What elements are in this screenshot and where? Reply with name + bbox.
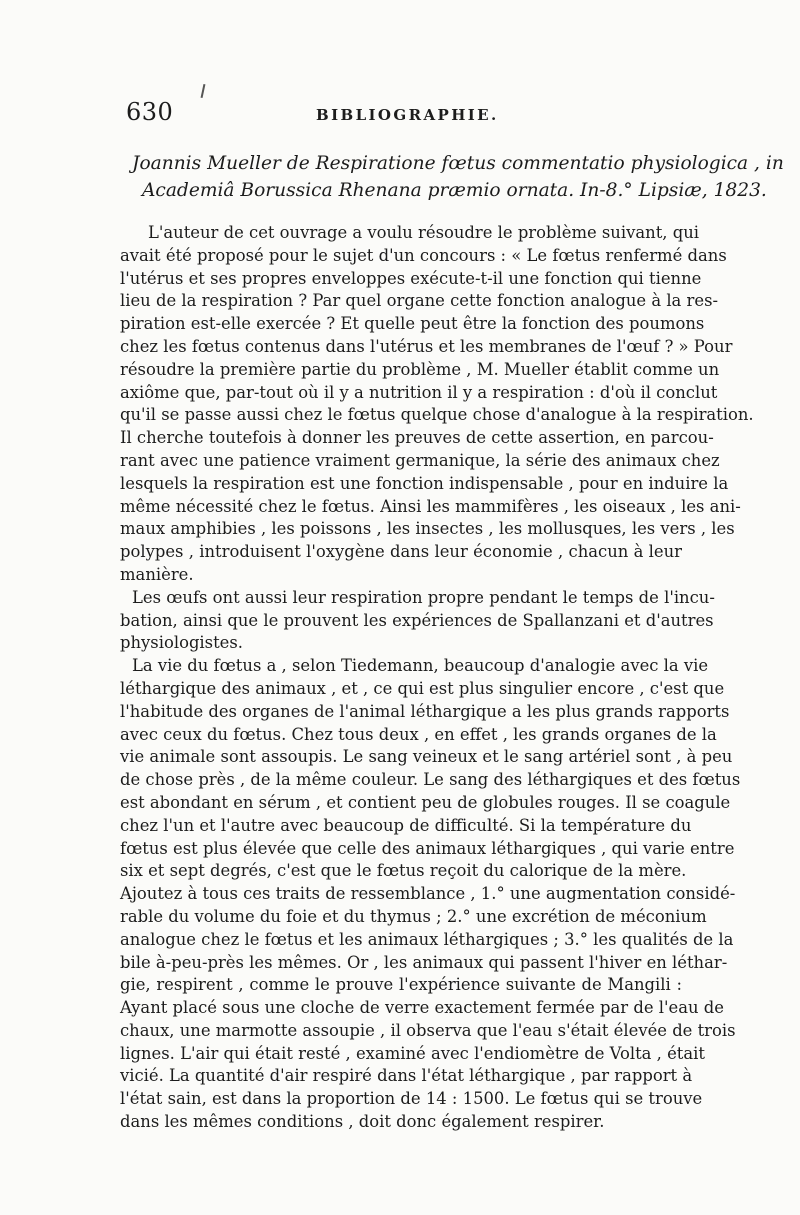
text-line: vicié. La quantité d'air respiré dans l'état léthargique , par rapport à <box>120 1066 693 1086</box>
text-line: chez l'un et l'autre avec beaucoup de difficulté. Si la température du <box>120 815 692 835</box>
text-line: l'état sain, est dans la proportion de 14 : 1500. Le fœtus qui se trouve <box>120 1089 703 1109</box>
text-line: avait été proposé pour le sujet d'un concours : « Le fœtus renfermé dans <box>120 245 727 265</box>
stray-ink-mark <box>201 84 206 98</box>
text-line: manière. <box>120 564 194 584</box>
text-line: léthargique des animaux , et , ce qui est plus singulier encore , c'est que <box>120 678 725 698</box>
text-line: Ayant placé sous une cloche de verre exactement fermée par de l'eau de <box>120 998 724 1018</box>
citation-line: Joannis Mueller de Respiratione fœtus commentatio physiologica , in <box>132 153 784 174</box>
page-number: 630 <box>126 98 174 126</box>
paragraph <box>120 655 741 1134</box>
text-line: bation, ainsi que le prouvent les expériences de Spallanzani et d'autres <box>120 610 714 630</box>
text-line: l'utérus et ses propres enveloppes exécute-t-il une fonction qui tienne <box>120 268 702 288</box>
text-line: avec ceux du fœtus. Chez tous deux , en effet , les grands organes de la <box>120 724 717 744</box>
text-line: vie animale sont assoupis. Le sang veineux et le sang artériel sont , à peu <box>120 747 733 767</box>
bibliographic-citation <box>132 150 784 204</box>
text-line: La vie du fœtus a , selon Tiedemann, beaucoup d'analogie avec la vie <box>132 656 709 676</box>
citation-line: Academiâ Borussica Rhenana præmio ornata. In-8.° Lipsiæ, 1823. <box>142 180 767 201</box>
text-line: six et sept degrés, c'est que le fœtus reçoit du calorique de la mère. <box>120 861 687 881</box>
text-line: maux amphibies , les poissons , les insectes , les mollusques, les vers , les <box>120 519 735 539</box>
text-line: de chose près , de la même couleur. Le sang des léthargiques et des fœtus <box>120 770 741 790</box>
text-line: rant avec une patience vraiment germanique, la série des animaux chez <box>120 450 720 470</box>
text-line: résoudre la première partie du problème , M. Mueller établit comme un <box>120 359 720 379</box>
text-line: Il cherche toutefois à donner les preuves de cette assertion, en parcou- <box>120 428 714 448</box>
text-line: gie, respirent , comme le prouve l'expérience suivante de Mangili : <box>120 975 682 995</box>
text-line: L'auteur de cet ouvrage a voulu résoudre le problème suivant, qui <box>148 223 699 242</box>
text-line: fœtus est plus élevée que celle des animaux léthargiques , qui varie entre <box>120 838 735 858</box>
text-line: est abondant en sérum , et contient peu de globules rouges. Il se coagule <box>120 792 731 812</box>
text-line: dans les mêmes conditions , doit donc également respirer. <box>120 1112 605 1132</box>
text-line: lieu de la respiration ? Par quel organe cette fonction analogue à la res- <box>120 291 719 311</box>
paragraph <box>120 587 715 655</box>
text-line: analogue chez le fœtus et les animaux léthargiques ; 3.° les qualités de la <box>120 929 734 949</box>
review-body <box>120 222 754 1134</box>
text-line: polypes , introduisent l'oxygène dans leur économie , chacun à leur <box>120 542 682 562</box>
running-head: BIBLIOGRAPHIE. <box>316 106 499 124</box>
text-line: l'habitude des organes de l'animal léthargique a les plus grands rapports <box>120 701 730 721</box>
text-line: piration est-elle exercée ? Et quelle peut être la fonction des poumons <box>120 314 705 334</box>
paragraph <box>120 222 754 587</box>
text-line: axiôme que, par-tout où il y a nutrition il y a respiration : d'où il conclut <box>120 382 718 402</box>
text-line: qu'il se passe aussi chez le fœtus quelque chose d'analogue à la respiration. <box>120 405 754 425</box>
text-line: lesquels la respiration est une fonction indispensable , pour en induire la <box>120 473 729 493</box>
text-line: rable du volume du foie et du thymus ; 2.° une excrétion de méconium <box>120 906 707 926</box>
text-line: chaux, une marmotte assoupie , il observa que l'eau s'était élevée de trois <box>120 1020 736 1040</box>
text-line: lignes. L'air qui était resté , examiné avec l'endiomètre de Volta , était <box>120 1043 705 1063</box>
text-line: chez les fœtus contenus dans l'utérus et les membranes de l'œuf ? » Pour <box>120 336 733 356</box>
text-line: physiologistes. <box>120 633 243 653</box>
text-line: bile à-peu-près les mêmes. Or , les animaux qui passent l'hiver en léthar- <box>120 952 728 972</box>
text-line: même nécessité chez le fœtus. Ainsi les mammifères , les oiseaux , les ani- <box>120 496 741 516</box>
text-line: Ajoutez à tous ces traits de ressemblance , 1.° une augmentation considé- <box>120 884 736 904</box>
text-line: Les œufs ont aussi leur respiration propre pendant le temps de l'incu- <box>132 587 715 607</box>
